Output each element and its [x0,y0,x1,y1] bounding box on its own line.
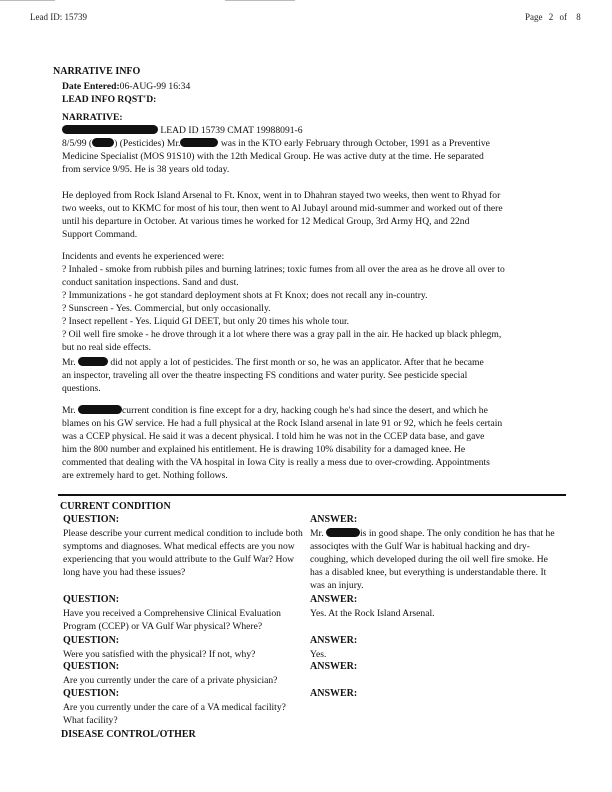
page-number [525,11,581,24]
narrative-info-title: NARRATIVE INFO [53,66,141,77]
page-of: of [559,12,567,22]
question-text: Have you received a Comprehensive Clinical Evaluation Program (CCEP) or VA Gulf War physical? Where? [63,608,281,632]
answer-label: ANSWER: [310,514,358,525]
page-current: 2 [548,12,554,22]
lead-id-header: Lead ID: 15739 [30,12,87,22]
redaction-block [78,405,122,414]
question-label: QUESTION: [63,594,120,605]
narrative-paragraph-4: Mr. did not apply a lot of pesticides. The first month or so, he was an applicator. After that he became an inspector, traveling all over the theatre inspecting FS conditions and water purity. See pesticide special questions. [62,357,484,394]
narrative-paragraph-1: LEAD ID 15739 CMAT 19988091-6 8/5/99 ( ) (Pesticides) Mr. was in the KTO early February through October, 1991 as a Preventive Medicine Specialist (MOS 91S10) with the 12th Medical Group. He was active duty at the time. He separated from service 9/95. He is 38 years old today. [62,124,570,176]
redaction-block [180,138,218,147]
disease-control-title: DISEASE CONTROL/OTHER [61,729,196,740]
question-label: QUESTION: [63,688,120,699]
scan-artifact-line [225,0,295,1]
current-condition-title: CURRENT CONDITION [60,501,171,512]
page-label: Page [525,12,543,22]
lead-id-line: LEAD ID 15739 CMAT 19988091-6 [62,124,570,137]
section-divider [58,494,566,496]
redaction-block [92,138,114,147]
narrative-paragraph-5: Mr. current condition is fine except for a dry, hacking cough he's had since the desert, and which he blames on his GW service. He had a full physical at the Rock Island arsenal in late 91 or 92, which he feels certain was a CCEP physical. He said it was a decent physical. I told him he was not in the CCEP data base, and gave him the 800 number and explained his entitlement. He is drawing 10% disability for a damaged knee. He commented that dealing with the VA hospital in Iowa City is really a mess due to over-crowding. Appointments are extremely hard to get. Nothing follows. [62,405,503,481]
question-text: Are you currently under the care of a private physician? [63,675,278,686]
question-label: QUESTION: [63,661,120,672]
answer-label: ANSWER: [310,661,358,672]
redaction-block [78,357,108,366]
answer-label: ANSWER: [310,594,358,605]
question-text: Are you currently under the care of a VA medical facility? What facility? [63,702,286,726]
answer-label: ANSWER: [310,688,358,699]
redaction-block [62,125,158,134]
date-entered-label: Date Entered: [62,81,120,92]
redaction-block [326,528,360,537]
answer-label: ANSWER: [310,635,358,646]
date-entered [62,80,190,93]
answer-text: Mr. is in good shape. The only condition he has that he associqtes with the Gulf War is habitual hacking and dry-coughing, which developed during the oil well fire smoke. He has a disabled knee, but everything is understandable there. It was an injury. [310,528,555,591]
question-label: QUESTION: [63,635,120,646]
date-entered-value: 06-AUG-99 16:34 [119,81,191,92]
page-total: 8 [576,12,581,22]
answer-text: Yes. At the Rock Island Arsenal. [310,608,435,619]
question-text: Please describe your current medical condition to include both symptoms and diagnoses. What medical effects are you now experiencing that you would attribute to the Gulf War? How long have you had these issues? [63,528,303,578]
lead-info-rqstd-label: LEAD INFO RQST'D: [62,94,157,105]
narrative-label: NARRATIVE: [62,112,123,123]
question-label: QUESTION: [63,514,120,525]
answer-text: Yes. [310,649,327,660]
question-text: Were you satisfied with the physical? If not, why? [63,649,256,660]
narrative-incidents-list: Incidents and events he experienced were: ? Inhaled - smoke from rubbish piles and burning latrines; toxic fumes from all over the area as he drove all over to conduct sanitation inspections. Sand and dust. ? Immunizations - he got standard deployment shots at Ft Knox; does not recall any in-country. ? Sunscreen - Yes. Commercial, but only occasionally. ? Insect repellent - Yes. Liquid GI DEET, but only 20 times his whole tour. ? Oil well fire smoke - he drove through it a lot where there was a gray pall in the air. He hacked up black phlegm, but no real side effects. [62,251,505,353]
scan-artifact-line [0,0,55,1]
narrative-paragraph-2: He deployed from Rock Island Arsenal to Ft. Knox, went in to Dhahran stayed two weeks, then went to Rhyad for two weeks, out to KKMC for most of his tour, then went to Al Jubayl around mid-summer and worked out of there until his departure in October. At various times he worked for 12 Medical Group, 3rd Army HQ, and 22nd Support Command. [62,190,503,240]
